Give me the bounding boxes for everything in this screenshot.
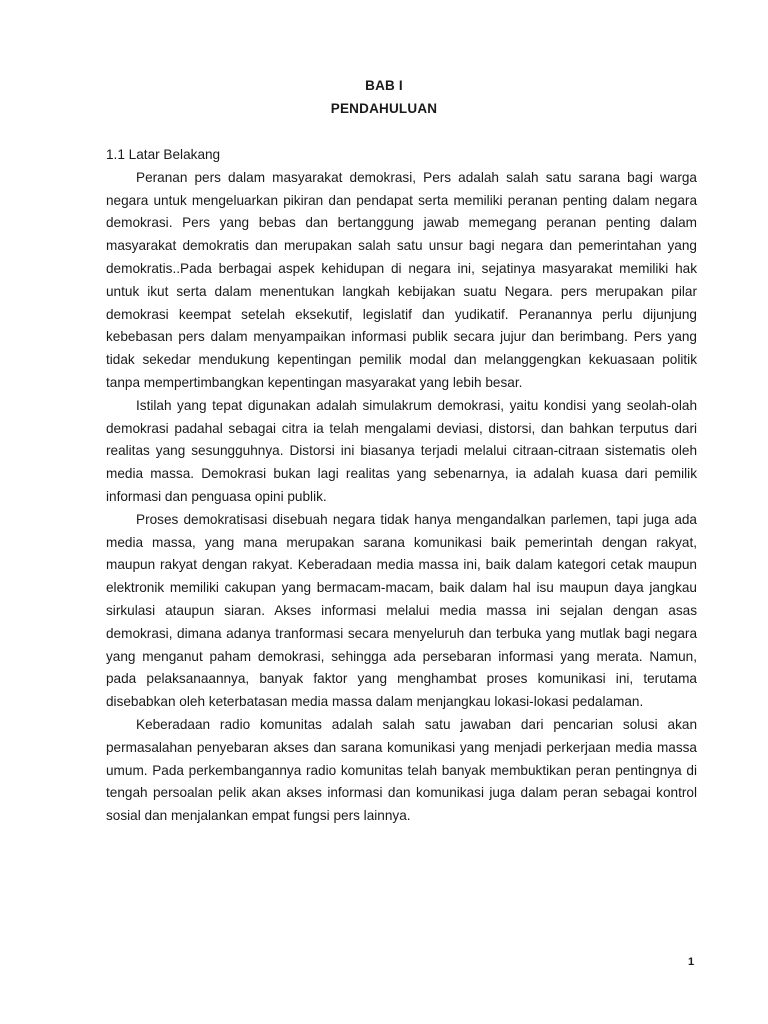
paragraph: Peranan pers dalam masyarakat demokrasi, Pers adalah salah satu sarana bagi warga negara untuk mengeluarkan pikiran dan pendapat serta memiliki peranan penting dalam negara demokrasi. Pers yang bebas dan bertanggung jawab memegang peranan penting dalam masyarakat demokratis dan merupakan salah satu unsur bagi negara dan pemerintahan yang demokratis..Pada berbagai aspek kehidupan di negara ini, sejatinya masyarakat memiliki hak untuk ikut serta dalam menentukan langkah kebijakan suatu Negara. pers merupakan pilar demokrasi keempat setelah eksekutif, legislatif dan yudikatif. Peranannya perlu dijunjung kebebasan pers dalam menyampaikan informasi publik secara jujur dan berimbang. Pers yang tidak sekedar mendukung kepentingan pemilik modal dan melanggengkan kekuasaan politik tanpa mempertimbangkan kepentingan masyarakat yang lebih besar. (106, 169, 697, 390)
document-body (106, 144, 697, 828)
paragraph: Proses demokratisasi disebuah negara tidak hanya mengandalkan parlemen, tapi juga ada media massa, yang mana merupakan sarana komunikasi baik pemerintah dengan rakyat, maupun rakyat dengan rakyat. Keberadaan media massa ini, baik dalam kategori cetak maupun elektronik memiliki cakupan yang bermacam-macam, baik dalam hal isu maupun daya jangkau sirkulasi ataupun siaran. Akses informasi melalui media massa ini sejalan dengan asas demokrasi, dimana adanya tranformasi secara menyeluruh dan terbuka yang mutlak bagi negara yang menganut paham demokrasi, sehingga ada persebaran informasi yang merata. Namun, pada pelaksanaannya, banyak faktor yang menghambat proses komunikasi ini, terutama disebabkan oleh keterbatasan media massa dalam menjangkau lokasi-lokasi pedalaman. (106, 511, 697, 710)
paragraph: Istilah yang tepat digunakan adalah simulakrum demokrasi, yaitu kondisi yang seolah-olah demokrasi padahal sebagai citra ia telah mengalami deviasi, distorsi, dan bahkan terputus dari realitas yang sesungguhnya. Distorsi ini biasanya terjadi melalui citraan-citraan sistematis oleh media massa. Demokrasi bukan lagi realitas yang sebenarnya, ia adalah kuasa dari pemilik informasi dan penguasa opini publik. (106, 397, 697, 504)
section-title: 1.1 Latar Belakang (106, 147, 221, 162)
paragraph: Keberadaan radio komunitas adalah salah satu jawaban dari pencarian solusi akan permasalahan penyebaran akses dan sarana komunikasi yang menjadi perkerjaan media massa umum. Pada perkembangannya radio komunitas telah banyak membuktikan peran pentingnya di tengah persoalan pelik akan akses informasi dan komunikasi juga dalam peran sebagai kontrol sosial dan menjalankan empat fungsi pers lainnya. (106, 716, 697, 824)
page-number: 1 (688, 956, 695, 968)
chapter-title: PENDAHULUAN (330, 101, 438, 116)
chapter-label: BAB I (365, 78, 403, 93)
